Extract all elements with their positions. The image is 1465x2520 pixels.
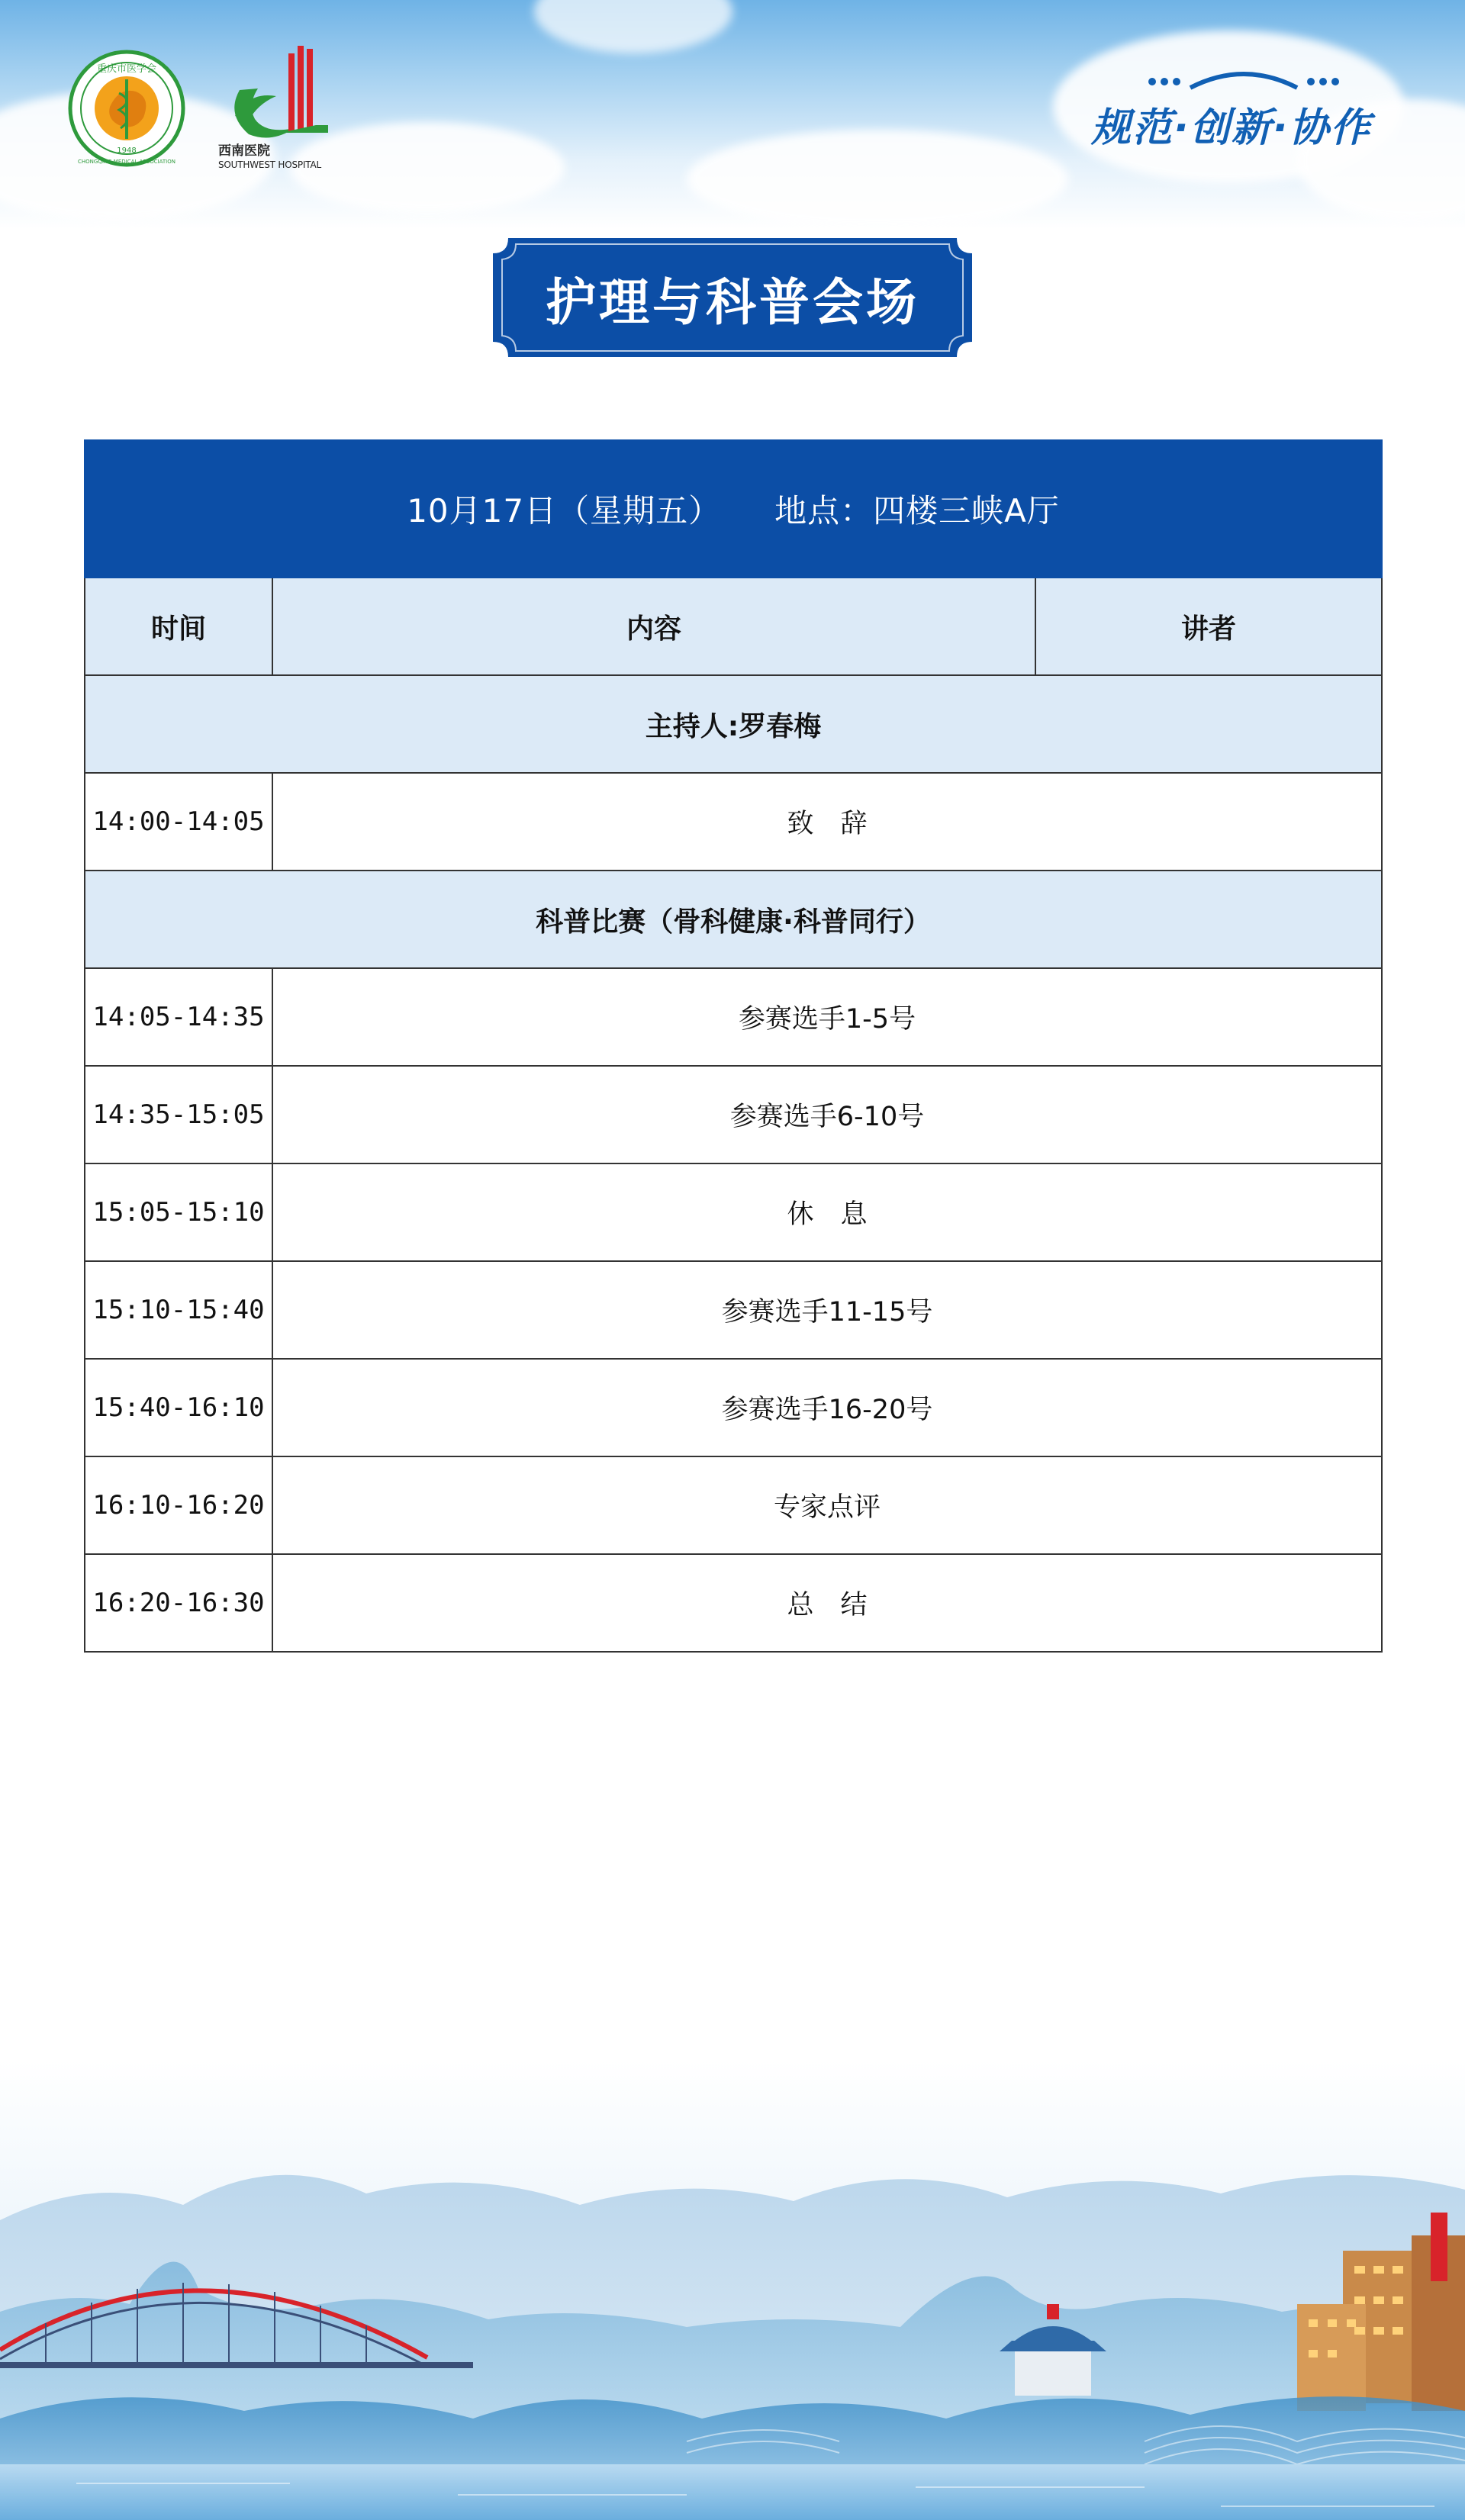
column-header-speaker: 讲者: [1035, 578, 1382, 675]
session-time: 15:40-16:10: [85, 1359, 272, 1456]
contest-section-row: [85, 871, 1382, 968]
medical-association-logo: [66, 47, 188, 169]
logo-sublabel: CHONGQING MEDICAL ASSOCIATION: [78, 159, 175, 165]
table-row: [85, 1456, 1382, 1554]
landscape-illustration: [0, 2060, 1465, 2520]
table-row: [85, 1359, 1382, 1456]
slogan: [1083, 65, 1412, 149]
hospital-name-en: SOUTHWEST HOSPITAL: [218, 159, 321, 170]
cloud: [534, 0, 732, 53]
session-content: 专家点评: [272, 1456, 1382, 1554]
schedule-header: [85, 440, 1382, 578]
session-content: 致 辞: [272, 773, 1382, 871]
session-content: 总 结: [272, 1554, 1382, 1652]
schedule-date: 10月17日（星期五）: [407, 492, 722, 529]
schedule-table: [84, 439, 1383, 1653]
session-content: 参赛选手11-15号: [272, 1261, 1382, 1359]
slogan-ornament: [1129, 65, 1358, 95]
logo-label: 重庆市医学会: [96, 63, 157, 75]
session-content: 参赛选手16-20号: [272, 1359, 1382, 1456]
logo-year: 1948: [117, 146, 137, 155]
title-plaque: [493, 238, 972, 357]
table-row: [85, 773, 1382, 871]
session-content: 休 息: [272, 1163, 1382, 1261]
schedule-location: 地点：四楼三峡A厅: [774, 492, 1060, 529]
southwest-hospital-logo: [218, 46, 348, 175]
host-section: 主持人:罗春梅: [85, 675, 1382, 773]
session-time: 16:20-16:30: [85, 1554, 272, 1652]
host-section-row: [85, 675, 1382, 773]
column-header-content: 内容: [272, 578, 1035, 675]
cloud: [687, 130, 1068, 229]
session-time: 15:05-15:10: [85, 1163, 272, 1261]
table-row: [85, 1066, 1382, 1163]
session-time: 14:00-14:05: [85, 773, 272, 871]
session-time: 14:05-14:35: [85, 968, 272, 1066]
slogan-text: 规范·创新·协作: [1091, 105, 1372, 151]
session-content: 参赛选手6-10号: [272, 1066, 1382, 1163]
session-time: 14:35-15:05: [85, 1066, 272, 1163]
column-header-row: [85, 578, 1382, 675]
hospital-name-cn: 西南医院: [218, 143, 270, 159]
table-row: [85, 968, 1382, 1066]
schedule-header-row: [85, 440, 1382, 578]
session-time: 15:10-15:40: [85, 1261, 272, 1359]
session-time: 16:10-16:20: [85, 1456, 272, 1554]
table-row: [85, 1261, 1382, 1359]
page-title: 护理与科普会场: [546, 272, 919, 332]
table-row: [85, 1163, 1382, 1261]
session-content: 参赛选手1-5号: [272, 968, 1382, 1066]
column-header-time: 时间: [85, 578, 272, 675]
table-row: [85, 1554, 1382, 1652]
contest-section: 科普比赛（骨科健康·科普同行）: [85, 871, 1382, 968]
